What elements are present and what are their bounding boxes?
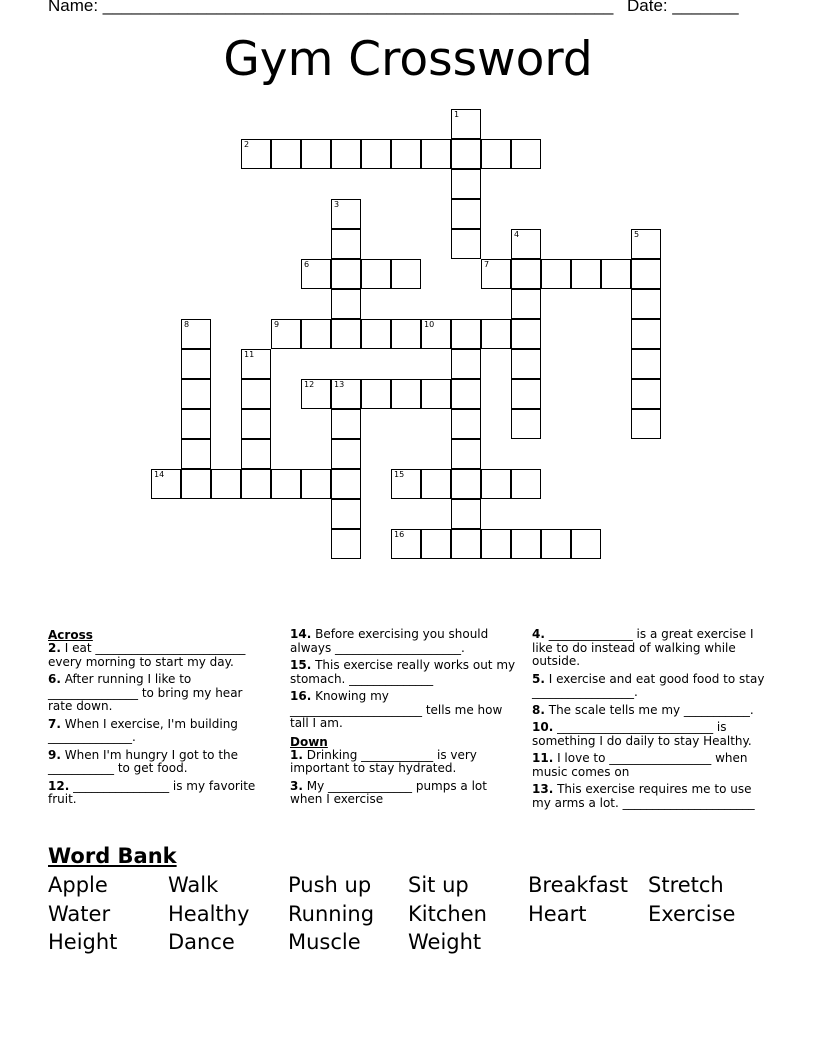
grid-cell[interactable] bbox=[301, 379, 331, 409]
grid-cell[interactable] bbox=[511, 409, 541, 439]
word-bank-item: Breakfast bbox=[528, 873, 628, 897]
grid-cell[interactable] bbox=[511, 229, 541, 259]
across-heading: Across bbox=[48, 628, 93, 642]
grid-cell[interactable] bbox=[271, 319, 301, 349]
grid-cell[interactable] bbox=[331, 199, 361, 229]
grid-cell[interactable] bbox=[421, 319, 451, 349]
grid-cell[interactable] bbox=[361, 319, 391, 349]
grid-cell[interactable] bbox=[361, 379, 391, 409]
word-bank-item: Sit up bbox=[408, 873, 469, 897]
grid-cell[interactable] bbox=[511, 529, 541, 559]
clue bbox=[48, 642, 270, 669]
clue-number-label: 8. bbox=[532, 702, 545, 717]
clue-number: 2 bbox=[244, 140, 250, 149]
grid-cell[interactable] bbox=[511, 349, 541, 379]
word-bank-title: Word Bank bbox=[48, 844, 177, 868]
grid-cell[interactable] bbox=[301, 319, 331, 349]
grid-cell[interactable] bbox=[421, 139, 451, 169]
clue bbox=[290, 690, 520, 731]
grid-cell[interactable] bbox=[481, 469, 511, 499]
grid-cell[interactable] bbox=[331, 139, 361, 169]
clue-text: After running I like to _______________ to bring my hear rate down. bbox=[48, 672, 243, 713]
grid-cell[interactable] bbox=[181, 409, 211, 439]
clue-number: 4 bbox=[514, 230, 520, 239]
word-bank-item: Running bbox=[288, 901, 375, 926]
across-clue-list bbox=[48, 642, 270, 807]
clue-number-label: 3. bbox=[290, 778, 303, 793]
clue-column-3 bbox=[532, 628, 768, 814]
grid-cell[interactable] bbox=[511, 379, 541, 409]
grid-cell[interactable] bbox=[361, 259, 391, 289]
clue-number-label: 12. bbox=[48, 778, 70, 793]
clue bbox=[48, 718, 270, 745]
word-bank-item: Muscle bbox=[288, 930, 361, 954]
clue-number: 12 bbox=[304, 380, 315, 389]
grid-cell[interactable] bbox=[241, 349, 271, 379]
grid-cell[interactable] bbox=[511, 259, 541, 289]
grid-cell[interactable] bbox=[511, 139, 541, 169]
clue-number-label: 10. bbox=[532, 720, 554, 734]
word-bank-item: Exercise bbox=[648, 901, 736, 926]
clue-text: Drinking ____________ is very important to stay hydrated. bbox=[290, 747, 477, 775]
grid-cell[interactable] bbox=[571, 259, 601, 289]
grid-cell[interactable] bbox=[181, 439, 211, 469]
clue-column-1 bbox=[48, 628, 270, 811]
clue-text: __________________________ is something I do daily to stay Healthy. bbox=[532, 720, 752, 748]
grid-cell[interactable] bbox=[271, 469, 301, 499]
grid-cell[interactable] bbox=[331, 379, 361, 409]
grid-cell[interactable] bbox=[421, 469, 451, 499]
grid-cell[interactable] bbox=[301, 259, 331, 289]
grid-cell[interactable] bbox=[451, 499, 481, 529]
word-bank-item: Stretch bbox=[648, 873, 724, 897]
grid-cell[interactable] bbox=[241, 439, 271, 469]
name-field[interactable]: Name: ______________________________________________________ bbox=[48, 0, 614, 15]
grid-cell[interactable] bbox=[451, 469, 481, 499]
clue-number-label: 1. bbox=[290, 747, 303, 762]
clue bbox=[532, 704, 768, 718]
grid-cell[interactable] bbox=[481, 259, 511, 289]
clue bbox=[532, 783, 768, 810]
grid-cell[interactable] bbox=[391, 379, 421, 409]
grid-cell[interactable] bbox=[511, 469, 541, 499]
clue-text: I eat _________________________ every morning to start my day. bbox=[48, 641, 246, 669]
grid-cell[interactable] bbox=[631, 379, 661, 409]
grid-cell[interactable] bbox=[241, 139, 271, 169]
clue-number-label: 14. bbox=[290, 627, 312, 641]
clue-number: 13 bbox=[334, 380, 345, 389]
grid-cell[interactable] bbox=[361, 139, 391, 169]
word-bank bbox=[48, 843, 788, 956]
clue-number: 11 bbox=[244, 350, 255, 359]
word-bank-item: Walk bbox=[168, 873, 219, 897]
grid-cell[interactable] bbox=[211, 469, 241, 499]
grid-cell[interactable] bbox=[451, 439, 481, 469]
grid-cell[interactable] bbox=[481, 139, 511, 169]
grid-cell[interactable] bbox=[271, 139, 301, 169]
grid-cell[interactable] bbox=[331, 439, 361, 469]
clue bbox=[48, 673, 270, 714]
clue-text: This exercise requires me to use my arms a lot. ______________________ bbox=[532, 782, 755, 810]
clue-number: 14 bbox=[154, 470, 165, 479]
grid-cell[interactable] bbox=[181, 469, 211, 499]
clue-text: I love to _________________ when music comes on bbox=[532, 751, 748, 779]
grid-cell[interactable] bbox=[451, 349, 481, 379]
clue-number: 6 bbox=[304, 260, 310, 269]
grid-cell[interactable] bbox=[241, 409, 271, 439]
grid-cell[interactable] bbox=[391, 319, 421, 349]
clue-column-2 bbox=[290, 628, 520, 811]
grid-cell[interactable] bbox=[631, 349, 661, 379]
clue-number-label: 11. bbox=[532, 751, 554, 765]
date-field[interactable]: Date: _______ bbox=[627, 0, 739, 15]
word-bank-item: Heart bbox=[528, 901, 587, 926]
clue-number-label: 2. bbox=[48, 641, 61, 655]
clue bbox=[48, 749, 270, 776]
clue-text: The scale tells me my ___________. bbox=[544, 702, 754, 717]
down-clue-list bbox=[290, 749, 520, 807]
word-bank-item: Apple bbox=[48, 873, 108, 897]
clue-number-label: 9. bbox=[48, 747, 61, 762]
grid-cell[interactable] bbox=[301, 139, 331, 169]
grid-cell[interactable] bbox=[181, 349, 211, 379]
grid-cell[interactable] bbox=[511, 289, 541, 319]
clue bbox=[290, 628, 520, 655]
grid-cell[interactable] bbox=[631, 289, 661, 319]
word-bank-item: Kitchen bbox=[408, 901, 487, 926]
grid-cell[interactable] bbox=[151, 469, 181, 499]
clue-number: 9 bbox=[274, 320, 280, 329]
clue-text: ______________ is a great exercise I like to do instead of walking while outside. bbox=[532, 627, 754, 668]
clue bbox=[48, 780, 270, 807]
grid-cell[interactable] bbox=[451, 379, 481, 409]
grid-cell[interactable] bbox=[631, 259, 661, 289]
grid-cell[interactable] bbox=[451, 319, 481, 349]
word-bank-item: Healthy bbox=[168, 901, 250, 926]
grid-cell[interactable] bbox=[331, 259, 361, 289]
clue bbox=[290, 659, 520, 686]
clue-number-label: 5. bbox=[532, 671, 545, 686]
grid-cell[interactable] bbox=[181, 379, 211, 409]
clue-number: 5 bbox=[634, 230, 640, 239]
grid-cell[interactable] bbox=[331, 229, 361, 259]
word-bank-item: Height bbox=[48, 930, 118, 954]
grid-cell[interactable] bbox=[331, 289, 361, 319]
grid-cell[interactable] bbox=[631, 229, 661, 259]
clue-text: When I'm hungry I got to the ___________ to get food. bbox=[48, 747, 239, 775]
page-title: Gym Crossword bbox=[223, 32, 593, 87]
grid-cell[interactable] bbox=[391, 529, 421, 559]
clue-text: Before exercising you should always _____________________. bbox=[290, 627, 489, 655]
clue-text: ________________ is my favorite fruit. bbox=[48, 778, 256, 806]
grid-cell[interactable] bbox=[451, 109, 481, 139]
grid-cell[interactable] bbox=[391, 469, 421, 499]
down-heading: Down bbox=[290, 734, 328, 749]
across-clue-list-continued bbox=[290, 628, 520, 731]
clue-number-label: 7. bbox=[48, 716, 61, 731]
grid-cell[interactable] bbox=[331, 409, 361, 439]
grid-cell[interactable] bbox=[451, 229, 481, 259]
clue-number: 16 bbox=[394, 530, 405, 539]
clue-number-label: 4. bbox=[532, 627, 545, 641]
clue bbox=[532, 752, 768, 779]
grid-cell[interactable] bbox=[331, 469, 361, 499]
grid-cell[interactable] bbox=[451, 529, 481, 559]
grid-cell[interactable] bbox=[421, 379, 451, 409]
clue-number-label: 13. bbox=[532, 782, 554, 796]
grid-cell[interactable] bbox=[331, 499, 361, 529]
down-clue-list-continued bbox=[532, 628, 768, 810]
clue-number: 3 bbox=[334, 200, 340, 209]
grid-cell[interactable] bbox=[511, 319, 541, 349]
grid-cell[interactable] bbox=[391, 259, 421, 289]
word-bank-item: Dance bbox=[168, 930, 235, 954]
clue-number-label: 16. bbox=[290, 689, 312, 703]
grid-cell[interactable] bbox=[421, 529, 451, 559]
clue-text: My ______________ pumps a lot when I exercise bbox=[290, 778, 487, 806]
grid-cell[interactable] bbox=[601, 259, 631, 289]
clue-text: When I exercise, I'm building ______________. bbox=[48, 716, 238, 744]
word-bank-item: Push up bbox=[288, 873, 372, 897]
grid-cell[interactable] bbox=[451, 409, 481, 439]
grid-cell[interactable] bbox=[331, 319, 361, 349]
word-bank-item: Water bbox=[48, 901, 111, 926]
grid-cell[interactable] bbox=[301, 469, 331, 499]
grid-cell[interactable] bbox=[631, 319, 661, 349]
grid-cell[interactable] bbox=[181, 319, 211, 349]
grid-cell[interactable] bbox=[241, 469, 271, 499]
clue-number: 7 bbox=[484, 260, 490, 269]
clue-number: 1 bbox=[454, 110, 460, 119]
grid-cell[interactable] bbox=[391, 139, 421, 169]
grid-cell[interactable] bbox=[631, 409, 661, 439]
grid-cell[interactable] bbox=[451, 169, 481, 199]
clue bbox=[532, 673, 768, 700]
clue-number: 8 bbox=[184, 320, 190, 329]
grid-cell[interactable] bbox=[241, 379, 271, 409]
grid-cell[interactable] bbox=[451, 199, 481, 229]
clue-number: 10 bbox=[424, 320, 435, 329]
clue-text: Knowing my ______________________ tells me how tall I am. bbox=[290, 689, 503, 730]
grid-cell[interactable] bbox=[541, 529, 571, 559]
grid-cell[interactable] bbox=[331, 529, 361, 559]
clue bbox=[290, 749, 520, 776]
clue-number-label: 15. bbox=[290, 658, 312, 672]
grid-cell[interactable] bbox=[571, 529, 601, 559]
clue bbox=[532, 721, 768, 748]
word-bank-item: Weight bbox=[408, 930, 482, 954]
clue-text: This exercise really works out my stomach. ______________ bbox=[290, 658, 516, 686]
clue-text: I exercise and eat good food to stay _________________. bbox=[532, 671, 765, 699]
clue bbox=[290, 780, 520, 807]
grid-cell[interactable] bbox=[451, 139, 481, 169]
clue-number: 15 bbox=[394, 470, 405, 479]
clue-number-label: 6. bbox=[48, 672, 61, 686]
grid-cell[interactable] bbox=[541, 259, 571, 289]
grid-cell[interactable] bbox=[481, 319, 511, 349]
grid-cell[interactable] bbox=[481, 529, 511, 559]
word-bank-list bbox=[48, 872, 788, 956]
clue bbox=[532, 628, 768, 669]
